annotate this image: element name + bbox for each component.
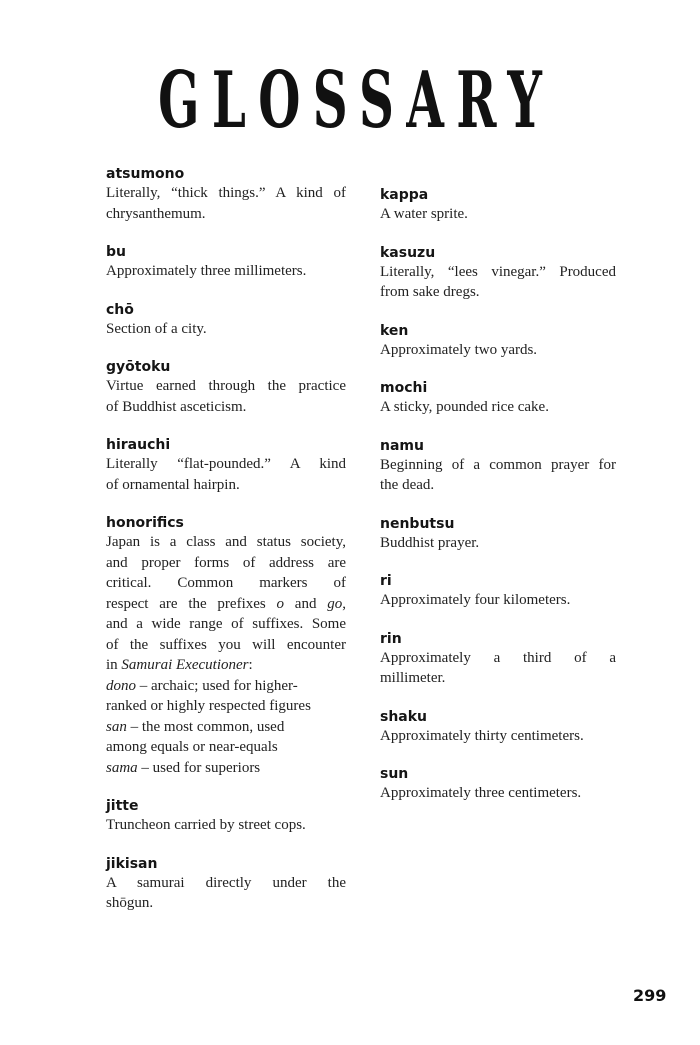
glossary-definition [106, 532, 346, 778]
glossary-term: mochi [380, 380, 428, 396]
glossary-term: ri [380, 573, 392, 589]
glossary-term: honorifics [106, 515, 184, 531]
glossary-term: kappa [380, 187, 429, 203]
glossary-definition [106, 261, 346, 282]
definition-line: dono – archaic; used for higher- [106, 677, 298, 694]
glossary-entry [380, 186, 616, 225]
definition-line: Literally “flat-pounded.” A kind [106, 456, 346, 472]
definition-line: respect are the prefixes o and go, [106, 595, 346, 612]
definition-line: of ornamental hairpin. [106, 476, 240, 493]
definition-line: critical. Common markers of [106, 575, 346, 591]
glossary-left-column [106, 165, 346, 933]
glossary-term: atsumono [106, 166, 185, 182]
glossary-definition [106, 873, 346, 914]
definition-line: from sake dregs. [380, 284, 480, 300]
glossary-definition [380, 648, 616, 689]
glossary-definition [380, 397, 616, 418]
glossary-definition [106, 183, 346, 224]
glossary-term: chō [106, 301, 134, 318]
definition-line: A sticky, pounded rice cake. [380, 399, 549, 415]
definition-line: and proper forms of address are [106, 554, 346, 571]
definition-line: Buddhist prayer. [380, 534, 480, 551]
glossary-term: bu [106, 244, 126, 260]
glossary-term: nenbutsu [380, 515, 455, 532]
definition-line: Approximately a third of a [380, 649, 616, 666]
definition-line: millimeter. [380, 670, 446, 686]
definition-line: ranked or highly respected figures [106, 698, 311, 714]
definition-line: of the suffixes you will encounter [106, 636, 346, 653]
definition-line: Virtue earned through the practice [106, 378, 346, 394]
glossary-entry [380, 322, 616, 361]
glossary-definition [380, 590, 616, 611]
glossary-term: namu [380, 437, 424, 454]
glossary-term: sun [380, 766, 409, 782]
glossary-entry [106, 797, 346, 836]
definition-line: of Buddhist asceticism. [106, 398, 247, 415]
glossary-entry [106, 243, 346, 282]
glossary-entry [380, 708, 616, 747]
glossary-entry [106, 165, 346, 224]
glossary-term: gyōtoku [106, 359, 171, 375]
glossary-entry [380, 379, 616, 418]
definition-line: Approximately thirty centimeters. [380, 727, 584, 744]
page-title: GLOSSARY [158, 55, 555, 146]
glossary-term: rin [380, 630, 402, 647]
definition-line: Approximately three centimeters. [380, 785, 582, 801]
glossary-entry [380, 244, 616, 303]
glossary-entry [380, 765, 616, 804]
definition-line: A samurai directly under the [106, 874, 346, 891]
definition-line: sama – used for superiors [106, 759, 261, 776]
glossary-definition [380, 533, 616, 554]
glossary-definition [106, 454, 346, 495]
glossary-entry [106, 436, 346, 495]
glossary-definition [380, 783, 616, 804]
definition-line: the dead. [380, 477, 435, 493]
glossary-entry [380, 515, 616, 554]
glossary-entry [106, 358, 346, 417]
glossary-definition [380, 262, 616, 303]
definition-line: and a wide range of suffixes. Some [106, 616, 346, 632]
definition-line: Approximately three millimeters. [106, 263, 307, 279]
glossary-term: ken [380, 322, 409, 339]
definition-line: Truncheon carried by street cops. [106, 817, 306, 833]
glossary-definition [380, 726, 616, 747]
glossary-right-column [380, 186, 616, 823]
glossary-term: shaku [380, 708, 428, 725]
definition-line: Literally, “lees vinegar.” Produced [380, 263, 616, 280]
glossary-term: jitte [106, 798, 139, 814]
definition-line: Approximately two yards. [380, 341, 538, 358]
definition-line: chrysanthemum. [106, 205, 206, 222]
definition-line: among equals or near-equals [106, 739, 278, 755]
glossary-entry [106, 514, 346, 778]
glossary-term: kasuzu [380, 244, 436, 261]
definition-line: A water sprite. [380, 206, 468, 222]
glossary-term: hirauchi [106, 437, 171, 453]
glossary-term: jikisan [106, 855, 158, 872]
glossary-entry [380, 437, 616, 496]
definition-line: Section of a city. [106, 320, 207, 337]
glossary-entry [380, 572, 616, 611]
definition-line: shōgun. [106, 895, 154, 911]
glossary-entry [106, 301, 346, 340]
glossary-entry [106, 855, 346, 914]
definition-line: Japan is a class and status society, [106, 534, 346, 550]
glossary-definition [380, 455, 616, 496]
glossary-definition [106, 319, 346, 340]
glossary-definition [106, 815, 346, 836]
page-number: 299 [633, 986, 667, 1005]
definition-line: san – the most common, used [106, 718, 285, 735]
definition-line: in Samurai Executioner: [106, 657, 253, 673]
definition-line: Beginning of a common prayer for [380, 456, 616, 473]
glossary-definition [380, 340, 616, 361]
glossary-entry [380, 630, 616, 689]
glossary-definition [380, 204, 616, 225]
definition-line: Literally, “thick things.” A kind of [106, 185, 346, 201]
definition-line: Approximately four kilometers. [380, 592, 571, 608]
glossary-definition [106, 376, 346, 417]
